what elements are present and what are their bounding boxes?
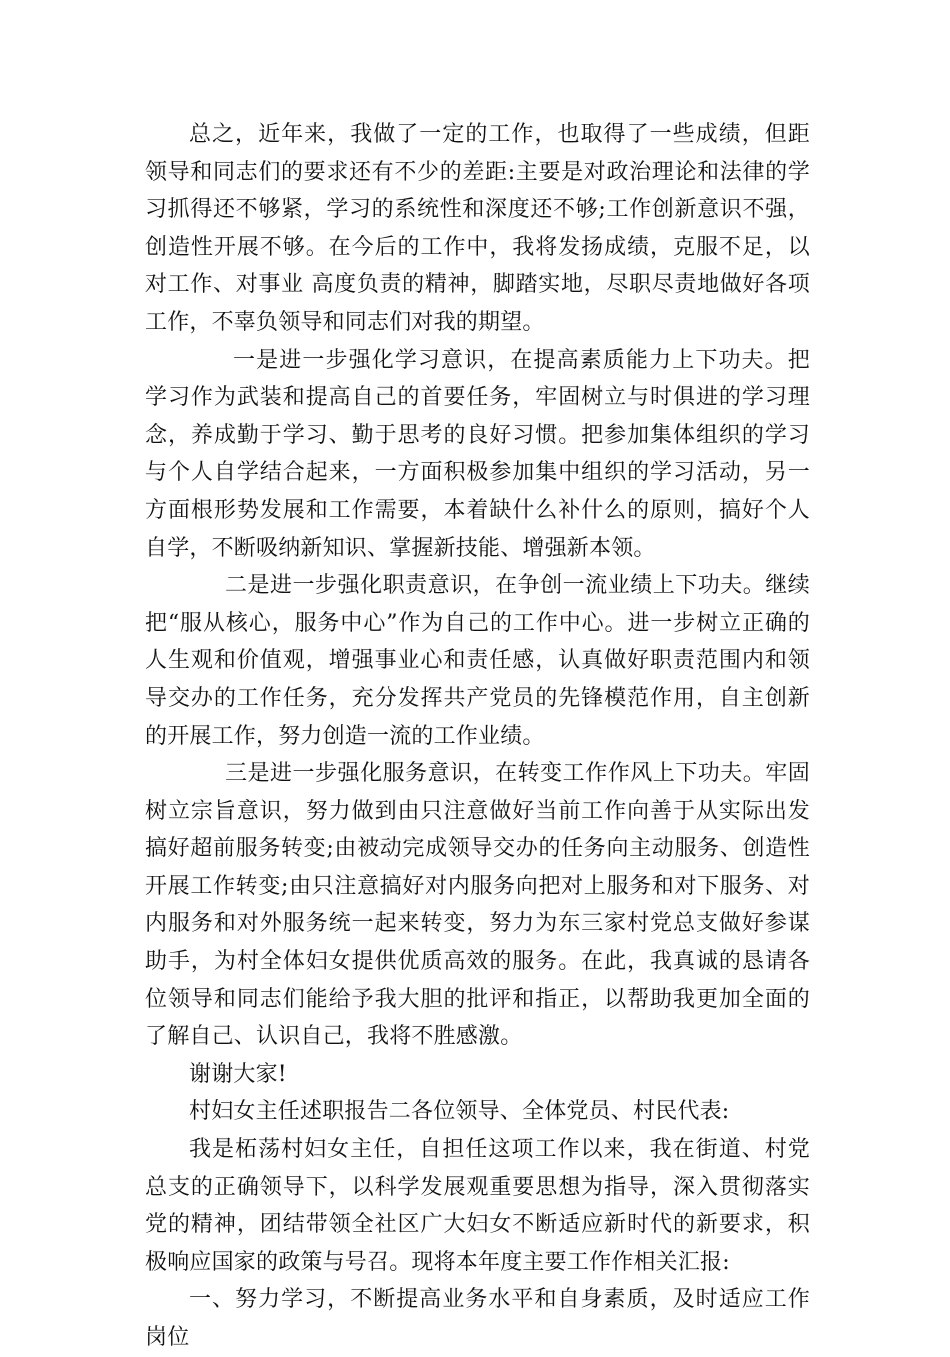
paragraph-thanks: 谢谢大家! — [189, 1061, 287, 1087]
paragraph-point-one: 一是进一步强化学习意识，在提高素质能力上下功夫。把学习作为武装和提高自己的首要任务，牢固树立与时俱进的学习理念，养成勤于学习、勤于思考的良好习惯。把参加集体组织的学习与个人自学结合起来，一方面积极参加集中组织的学习活动，另一方面根形势发展和工作需要，本着缺什么补什么的原则，搞好个人自学，不断吸纳新知识、掌握新技能、增强新本领。 — [145, 347, 810, 561]
paragraph-section-one: 一、努力学习，不断提高业务水平和自身素质，及时适应工作岗位 — [145, 1287, 810, 1350]
paragraph-summary: 总之，近年来，我做了一定的工作，也取得了一些成绩，但距领导和同志们的要求还有不少的差距:主要是对政治理论和法律的学习抓得还不够紧，学习的系统性和深度还不够;工作创新意识不强，创造性开展不够。在今后的工作中，我将发扬成绩，克服不足，以对工作、对事业 高度负责的精神，脚踏实地，尽职尽责地做好各项工作，不辜负领导和同志们对我的期望。 — [145, 122, 810, 335]
paragraph-point-two: 二是进一步强化职责意识，在争创一流业绩上下功夫。继续把“服从核心，服务中心”作为自己的工作中心。进一步树立正确的人生观和价值观，增强事业心和责任感，认真做好职责范围内和领导交办的工作任务，充分发挥共产党员的先锋模范作用，自主创新的开展工作，努力创造一流的工作业绩。 — [145, 573, 810, 749]
paragraph-point-three: 三是进一步强化服务意识，在转变工作作风上下功夫。牢固树立宗旨意识，努力做到由只注意做好当前工作向善于从实际出发搞好超前服务转变;由被动完成领导交办的任务向主动服务、创造性开展工作转变;由只注意搞好对内服务向把对上服务和对下服务、对内服务和对外服务统一起来转变，努力为东三家村党总支做好参谋助手，为村全体妇女提供优质高效的服务。在此，我真诚的恳请各位领导和同志们能给予我大胆的批评和指正，以帮助我更加全面的了解自己、认识自己，我将不胜感激。 — [145, 761, 810, 1050]
document-body — [145, 116, 810, 1357]
paragraph-introduction: 我是柘荡村妇女主任，自担任这项工作以来，我在街道、村党总支的正确领导下，以科学发展观重要思想为指导，深入贯彻落实党的精神，团结带领全社区广大妇女不断适应新时代的新要求，积极响应国家的政策与号召。现将本年度主要工作作相关汇报: — [145, 1137, 810, 1275]
paragraph-report-two-heading: 村妇女主任述职报告二各位领导、全体党员、村民代表: — [189, 1099, 730, 1125]
